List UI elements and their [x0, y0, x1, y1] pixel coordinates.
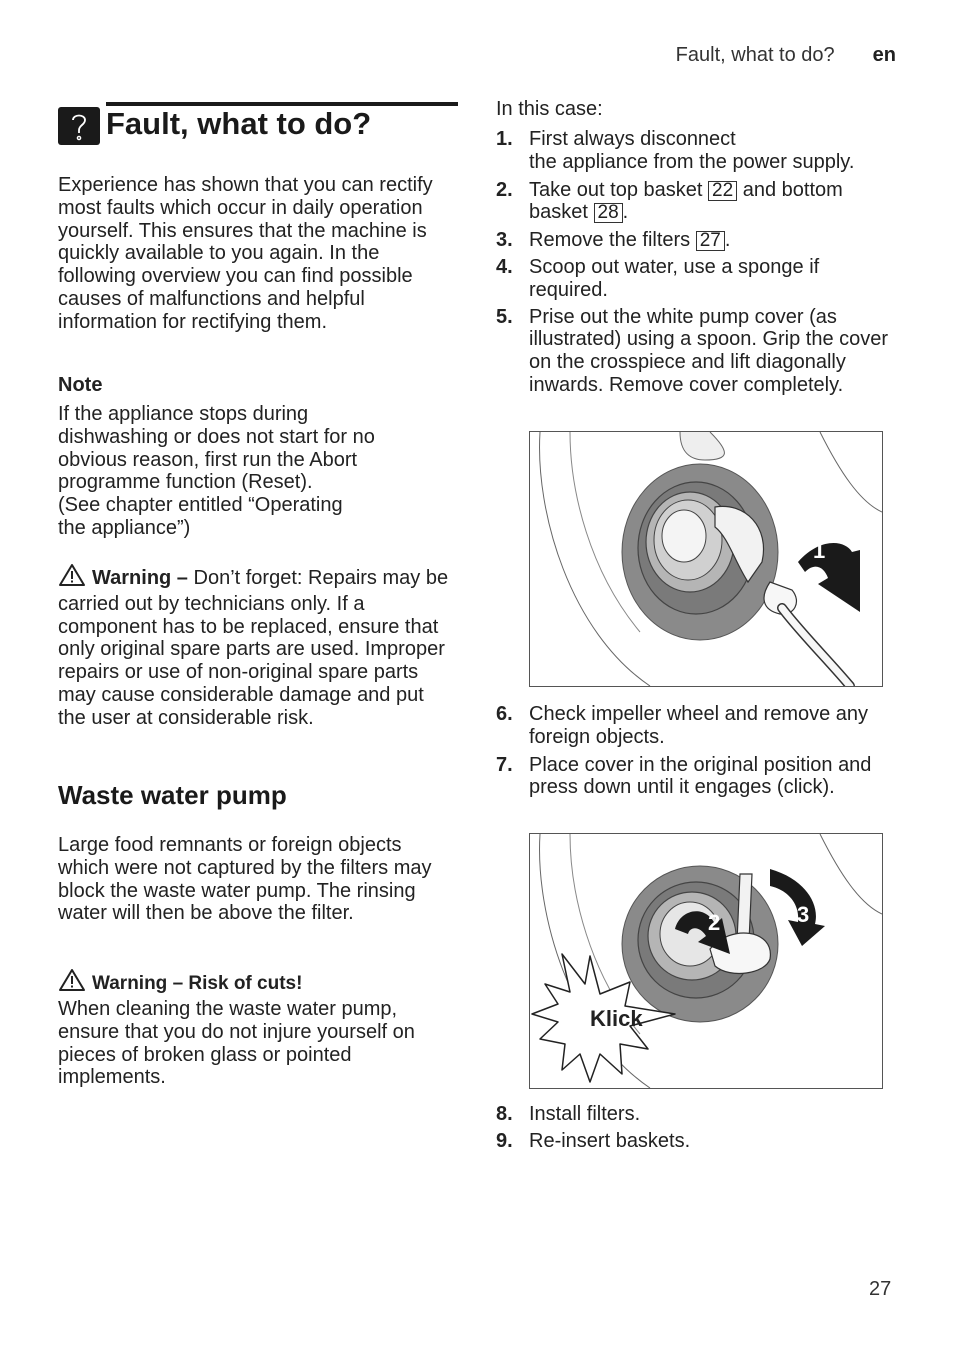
step-item: [496, 128, 906, 174]
step-number: 9.: [496, 1129, 513, 1152]
step-arrow-label: 2: [708, 910, 721, 935]
steps-list-a: [496, 128, 906, 397]
steps-list-b: [496, 703, 906, 799]
running-header: [676, 44, 896, 67]
step-text: Re-insert baskets.: [529, 1129, 691, 1152]
note-line: programme function (Reset).: [58, 471, 313, 494]
step-number: 8.: [496, 1103, 513, 1125]
note-line: the appliance”): [58, 516, 191, 539]
step-text: Prise out the white pump cover (as illustrated) using a spoon. Grip the cover on the crosspiece and lift diagonally inwards. Remove cover completely.: [529, 305, 889, 396]
note-heading: Note: [58, 374, 103, 396]
step-item: [496, 256, 869, 302]
step-text: the appliance from the power supply.: [529, 150, 855, 173]
item-reference: 22: [708, 181, 737, 201]
note-line: dishwashing or does not start for no: [58, 425, 375, 448]
step-item: [496, 1130, 906, 1153]
step-text: and bottom: [742, 178, 843, 201]
step-arrow-label: 1: [813, 538, 826, 563]
step-text: .: [724, 229, 731, 252]
step-text: .: [622, 201, 629, 224]
header-section-title: Fault, what to do?: [675, 44, 835, 66]
warning-cuts-heading: [58, 968, 456, 998]
page-number: 27: [869, 1278, 892, 1300]
warning-cuts-text: When cleaning the waste water pump, ensure that you do not injure yourself on pieces of broken glass or pointed implements.: [58, 998, 415, 1089]
note-line: If the appliance stops during: [58, 403, 309, 425]
step-item: [496, 229, 906, 252]
waste-water-paragraph: Large food remnants or foreign objects which were not captured by the filters may block the waste water pump. The rinsing water will then be above the filter.: [58, 834, 432, 925]
section-heading-waste-water-pump: Waste water pump: [58, 780, 287, 810]
step-arrow-label: 3: [797, 902, 810, 927]
step-item: [496, 306, 909, 397]
step-text: basket: [529, 201, 588, 224]
step-number: 7.: [496, 753, 513, 776]
illustration-remove-pump-cover: [529, 431, 883, 687]
question-mark-icon: [58, 107, 100, 145]
step-item: [496, 754, 899, 800]
step-text: Remove the filters: [529, 229, 691, 252]
step-number: 1.: [496, 128, 513, 150]
item-reference: 27: [696, 231, 725, 251]
page-title: Fault, what to do?: [106, 106, 372, 141]
step-number: 3.: [496, 229, 513, 252]
warning-text: Don’t forget: Repairs may be carried out by technicians only. If a component has to be replaced, ensure that only original spare parts are used. Improper repairs or use of non-original spare parts may cause considerable damage and put the user at considerable risk.: [58, 567, 449, 729]
step-number: 2.: [496, 178, 513, 201]
step-text: Check impeller wheel and remove any foreign objects.: [529, 703, 869, 748]
step-text: First always disconnect: [529, 128, 736, 150]
step-item: [496, 179, 906, 225]
step-item: [496, 1103, 906, 1126]
step-number: 4.: [496, 255, 513, 278]
note-body: [58, 403, 458, 540]
header-language: en: [872, 44, 896, 66]
warning-triangle-icon: [58, 968, 86, 998]
intro-paragraph: Experience has shown that you can rectify most faults which occur in daily operation yourself. This ensures that the machine is quickly available to you again. In the following overview you can find possible causes of malfunctions and helpful information for rectifying them.: [58, 174, 433, 333]
step-item: [496, 703, 889, 749]
step-text: Place cover in the original position and press down until it engages (click).: [529, 753, 872, 799]
steps-lead: In this case:: [496, 98, 603, 120]
step-text: Install filters.: [529, 1103, 641, 1125]
warning-triangle-icon: [58, 563, 86, 593]
note-line: obvious reason, first run the Abort: [58, 448, 358, 471]
step-text: Scoop out water, use a sponge if required.: [529, 255, 820, 301]
step-number: 5.: [496, 305, 513, 328]
note-line: (See chapter entitled “Operating: [58, 494, 343, 517]
steps-list-c: [496, 1103, 906, 1153]
step-number: 6.: [496, 703, 513, 725]
step-text: Take out top basket: [529, 178, 703, 201]
click-burst-label: Klick: [590, 1006, 643, 1031]
warning-cuts-label: Warning – Risk of cuts!: [92, 973, 303, 994]
illustration-refit-pump-cover: [529, 833, 883, 1089]
warning-label: Warning –: [92, 567, 188, 589]
warning-repairs: [58, 563, 456, 730]
item-reference: 28: [594, 203, 623, 223]
